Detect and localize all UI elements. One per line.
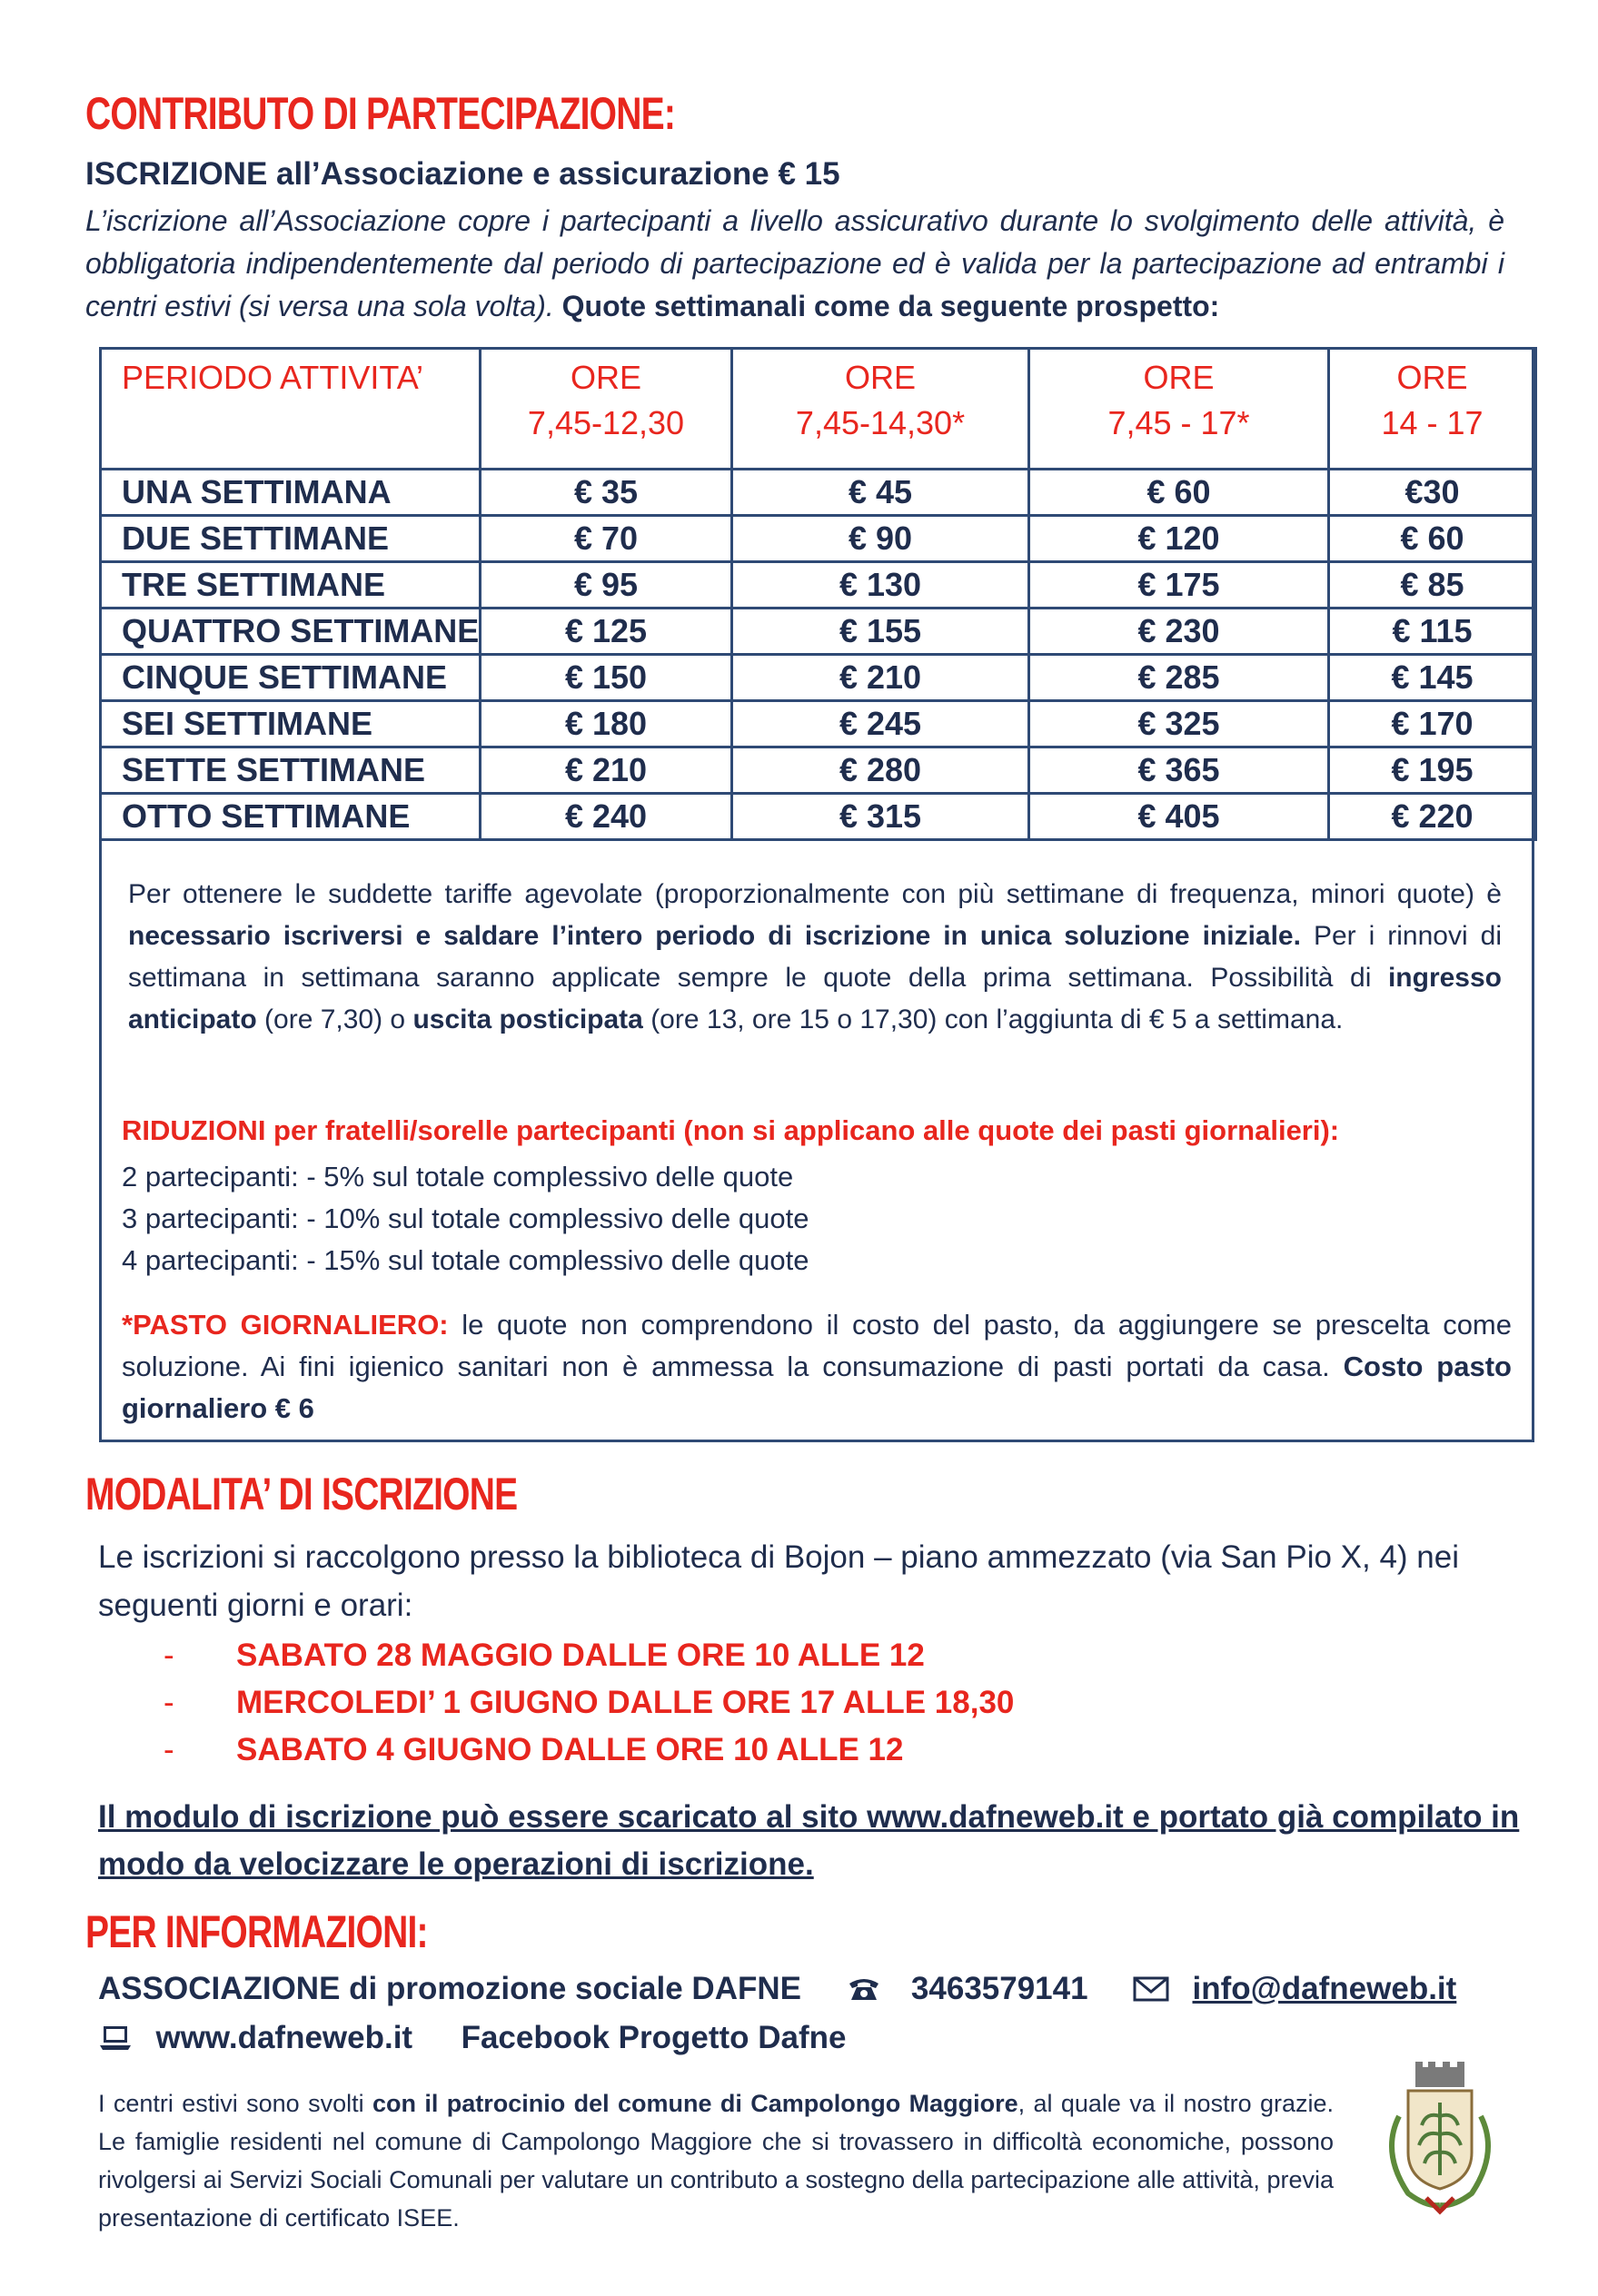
price-cell: € 210	[481, 747, 732, 794]
table-row	[101, 516, 1536, 562]
pasto-paragraph: *PASTO GIORNALIERO: le quote non comprendono il costo del pasto, da aggiungere se prescelta come soluzione. Ai fini igienico sanitari non è ammessa la consumazione di pasti portati da casa. Costo pasto giornaliero € 6	[122, 1309, 1512, 1424]
intro-bold-text: Quote settimanali come da seguente prospetto:	[561, 290, 1220, 322]
table-row	[101, 747, 1536, 794]
price-cell: € 45	[732, 470, 1029, 516]
web-line	[98, 2018, 847, 2056]
row-period: DUE SETTIMANE	[101, 516, 481, 562]
column-header: ORE 7,45-12,30	[481, 349, 732, 470]
price-cell: € 175	[1029, 562, 1329, 609]
price-cell: € 70	[481, 516, 732, 562]
municipal-crest-icon	[1372, 2062, 1508, 2221]
list-item: - SABATO 4 GIUGNO DALLE ORE 10 ALLE 12	[164, 1732, 904, 1767]
price-cell: € 285	[1029, 655, 1329, 701]
price-cell: € 85	[1329, 562, 1536, 609]
list-item: 2 partecipanti: - 5% sul totale complessivo delle quote	[122, 1161, 794, 1193]
table-row	[101, 655, 1536, 701]
table-row	[101, 562, 1536, 609]
price-cell: € 220	[1329, 794, 1536, 840]
price-cell: € 170	[1329, 701, 1536, 747]
price-cell: € 60	[1029, 470, 1329, 516]
price-cell: € 240	[481, 794, 732, 840]
price-cell: € 245	[732, 701, 1029, 747]
email-link[interactable]: info@dafneweb.it	[1192, 1970, 1457, 2006]
price-table	[99, 347, 1537, 841]
modalita-heading: MODALITA’ DI ISCRIZIONE	[85, 1469, 518, 1519]
price-cell: € 60	[1329, 516, 1536, 562]
modalita-text: Le iscrizioni si raccolgono presso la biblioteca di Bojon – piano ammezzato (via San Pio X, 4) nei seguenti giorni e orari:	[98, 1539, 1460, 1623]
column-header: ORE 7,45-14,30*	[732, 349, 1029, 470]
table-row	[101, 701, 1536, 747]
list-item: - MERCOLEDI’ 1 GIUGNO DALLE ORE 17 ALLE 18,30	[164, 1685, 1015, 1720]
price-cell: € 325	[1029, 701, 1329, 747]
info-heading: PER INFORMAZIONI:	[85, 1906, 428, 1957]
contact-line	[98, 1969, 1456, 2007]
download-link[interactable]: Il modulo di iscrizione può essere scaricato al sito www.dafneweb.it e portato già compilato in modo da velocizzare le operazioni di iscrizione.	[98, 1799, 1520, 1882]
riduzioni-title: RIDUZIONI per fratelli/sorelle partecipanti (non si applicano alle quote dei pasti giornalieri):	[122, 1114, 1340, 1146]
list-item: 4 partecipanti: - 15% sul totale complessivo delle quote	[122, 1244, 809, 1276]
period-header: PERIODO ATTIVITA’	[101, 349, 481, 470]
column-header: ORE 14 - 17	[1329, 349, 1536, 470]
price-cell: €30	[1329, 470, 1536, 516]
phone-number[interactable]: 3463579141	[910, 1970, 1088, 2006]
price-cell: € 35	[481, 470, 732, 516]
row-period: QUATTRO SETTIMANE	[101, 609, 481, 655]
column-header: ORE 7,45 - 17*	[1029, 349, 1329, 470]
price-cell: € 365	[1029, 747, 1329, 794]
footer-note: I centri estivi sono svolti con il patrocinio del comune di Campolongo Maggiore, al quale va il nostro grazie. Le famiglie residenti nel comune di Campolongo Maggiore che si trovassero in difficoltà economiche, possono rivolgersi ai Servizi Sociali Comunali per valutare un contributo a sostegno della partecipazione alle attività, previa presentazione di certificato ISEE.	[98, 2090, 1334, 2232]
price-cell: € 95	[481, 562, 732, 609]
intro-italic-text: L’iscrizione all’Associazione copre i partecipanti a livello assicurativo durante lo svolgimento delle attività, è obbligatoria indipendentemente dal periodo di partecipazione ed è valida per la partecipazione ad entrambi i centri estivi (si versa una sola volta).	[85, 204, 1504, 322]
table-row	[101, 609, 1536, 655]
price-cell: € 210	[732, 655, 1029, 701]
iscrizione-subtitle: ISCRIZIONE all’Associazione e assicurazione € 15	[85, 156, 840, 192]
price-cell: € 150	[481, 655, 732, 701]
row-period: UNA SETTIMANA	[101, 470, 481, 516]
website-link[interactable]: www.dafneweb.it	[155, 2019, 413, 2055]
price-cell: € 180	[481, 701, 732, 747]
row-period: SETTE SETTIMANE	[101, 747, 481, 794]
row-period: CINQUE SETTIMANE	[101, 655, 481, 701]
price-cell: € 115	[1329, 609, 1536, 655]
price-cell: € 145	[1329, 655, 1536, 701]
list-item: 3 partecipanti: - 10% sul totale complessivo delle quote	[122, 1202, 809, 1234]
row-period: TRE SETTIMANE	[101, 562, 481, 609]
phone-icon	[846, 1974, 882, 2004]
price-cell: € 90	[732, 516, 1029, 562]
table-row	[101, 470, 1536, 516]
intro-paragraph	[85, 200, 1504, 328]
row-period: OTTO SETTIMANE	[101, 794, 481, 840]
price-cell: € 230	[1029, 609, 1329, 655]
price-cell: € 315	[732, 794, 1029, 840]
list-item: - SABATO 28 MAGGIO DALLE ORE 10 ALLE 12	[164, 1638, 925, 1673]
price-cell: € 130	[732, 562, 1029, 609]
price-cell: € 125	[481, 609, 732, 655]
price-cell: € 120	[1029, 516, 1329, 562]
price-cell: € 405	[1029, 794, 1329, 840]
price-cell: € 280	[732, 747, 1029, 794]
price-cell: € 155	[732, 609, 1029, 655]
computer-icon	[98, 2024, 133, 2053]
tariff-notes: Per ottenere le suddette tariffe agevolate (proporzionalmente con più settimane di frequenza, minori quote) è necessario iscriversi e saldare l’intero periodo di iscrizione in unica soluzione iniziale. Per i rinnovi di settimana in settimana saranno applicate sempre le quote della prima settimana. Possibilità di ingresso anticipato (ore 7,30) o uscita posticipata (ore 13, ore 15 o 17,30) con l’aggiunta di € 5 a settimana.	[128, 879, 1502, 1034]
envelope-icon	[1133, 1975, 1169, 2003]
dates-list	[164, 1632, 1014, 1774]
facebook-label: Facebook Progetto Dafne	[461, 2019, 847, 2055]
table-row	[101, 794, 1536, 840]
price-cell: € 195	[1329, 747, 1536, 794]
table-header-row	[101, 349, 1536, 470]
contributo-heading: CONTRIBUTO DI PARTECIPAZIONE:	[85, 88, 676, 139]
riduzioni-list	[122, 1156, 809, 1282]
row-period: SEI SETTIMANE	[101, 701, 481, 747]
association-name: ASSOCIAZIONE di promozione sociale DAFNE	[98, 1970, 801, 2006]
